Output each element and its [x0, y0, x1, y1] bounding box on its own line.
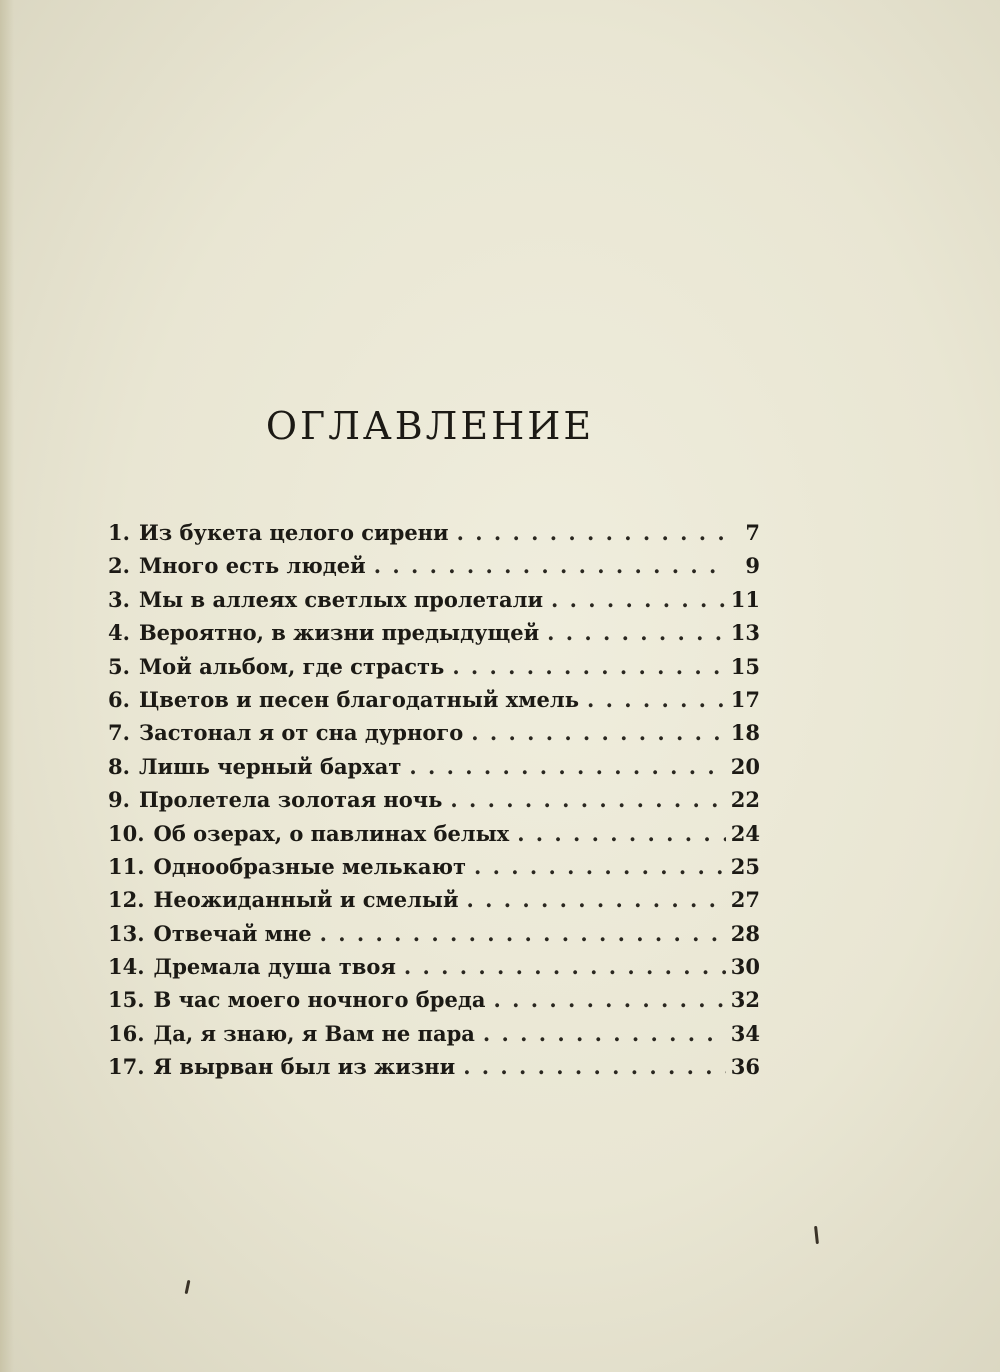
table-of-contents — [108, 520, 760, 1088]
toc-entry — [108, 520, 760, 553]
toc-entry — [108, 921, 760, 954]
dot-leader — [463, 1054, 726, 1079]
toc-entry-number: 12. — [108, 887, 145, 913]
toc-entry-page: 7 — [745, 520, 760, 545]
toc-entry-number: 16. — [108, 1020, 145, 1046]
dot-leader — [551, 587, 726, 612]
dot-leader — [547, 620, 726, 645]
toc-entry-number: 3. — [108, 586, 130, 612]
dot-leader — [452, 654, 726, 679]
dot-leader — [457, 520, 726, 545]
toc-entry — [108, 987, 760, 1020]
ink-speck — [814, 1226, 819, 1244]
toc-entry-title: Много есть людей — [138, 553, 366, 579]
toc-entry-title: Неожиданный и смелый — [153, 887, 459, 913]
toc-entry-number: 11. — [108, 853, 145, 879]
toc-entry — [108, 1021, 760, 1054]
toc-entry-title: Пролетела золотая ночь — [138, 787, 443, 813]
toc-entry-title: Мы в аллеях светлых пролетали — [138, 586, 544, 612]
toc-entry — [108, 754, 760, 787]
toc-entry-number: 8. — [108, 753, 130, 779]
dot-leader — [404, 954, 726, 979]
toc-entry-title: Застонал я от сна дурного — [138, 720, 464, 746]
dot-leader — [587, 687, 726, 712]
dot-leader — [517, 821, 726, 846]
toc-entry-number: 15. — [108, 987, 145, 1013]
toc-entry-page: 24 — [730, 820, 760, 846]
toc-entry-number: 9. — [108, 787, 130, 813]
toc-entry — [108, 587, 760, 620]
dot-leader — [409, 754, 726, 779]
toc-entry-page: 30 — [730, 954, 760, 980]
toc-entry-page: 34 — [730, 1020, 760, 1046]
dot-leader — [493, 987, 726, 1012]
toc-entry-number: 13. — [108, 920, 145, 946]
toc-entry-page: 18 — [730, 720, 760, 746]
dot-leader — [471, 720, 726, 745]
toc-entry — [108, 821, 760, 854]
toc-entry-title: Я вырван был из жизни — [153, 1054, 456, 1080]
toc-entry-title: Дремала душа твоя — [153, 954, 396, 980]
toc-entry-page: 11 — [730, 586, 760, 612]
toc-entry-number: 1. — [108, 520, 130, 545]
toc-entry-page: 22 — [730, 787, 760, 813]
toc-entry-page: 13 — [730, 620, 760, 646]
toc-entry — [108, 854, 760, 887]
toc-entry — [108, 620, 760, 653]
toc-entry — [108, 654, 760, 687]
toc-entry — [108, 553, 760, 586]
toc-entry-number: 5. — [108, 653, 130, 679]
toc-entry — [108, 787, 760, 820]
toc-entry-title: Мой альбом, где страсть — [138, 653, 445, 679]
toc-entry-title: Отвечай мне — [153, 920, 312, 946]
toc-entry-number: 2. — [108, 553, 130, 579]
toc-entry-title: Цветов и песен благодатный хмель — [138, 686, 579, 712]
toc-entry-page: 17 — [730, 686, 760, 712]
toc-entry-page: 9 — [745, 553, 760, 579]
toc-entry-page: 20 — [730, 753, 760, 779]
toc-entry-number: 17. — [108, 1054, 145, 1080]
toc-entry-title: Из букета целого сирени — [138, 520, 449, 545]
toc-entry-number: 10. — [108, 820, 145, 846]
toc-entry — [108, 687, 760, 720]
toc-entry — [108, 1054, 760, 1087]
toc-entry-title: Да, я знаю, я Вам не пара — [153, 1020, 475, 1046]
toc-entry-page: 36 — [730, 1054, 760, 1080]
page-title: ОГЛАВЛЕНИЕ — [265, 404, 595, 448]
toc-entry-page: 25 — [730, 853, 760, 879]
toc-entry-title: Об озерах, о павлинах белых — [153, 820, 510, 846]
toc-entry-page: 28 — [730, 920, 760, 946]
toc-entry-page: 27 — [730, 887, 760, 913]
dot-leader — [320, 921, 726, 946]
dot-leader — [450, 787, 726, 812]
dot-leader — [483, 1021, 726, 1046]
toc-entry — [108, 954, 760, 987]
dot-leader — [474, 854, 726, 879]
page-edge-shadow — [0, 0, 14, 1372]
toc-entry-title: Лишь черный бархат — [138, 753, 402, 779]
dot-leader — [374, 553, 726, 578]
toc-entry-page: 15 — [730, 653, 760, 679]
toc-entry-page: 32 — [730, 987, 760, 1013]
dot-leader — [467, 887, 726, 912]
ink-speck — [185, 1280, 191, 1294]
toc-entry-number: 7. — [108, 720, 130, 746]
toc-entry — [108, 720, 760, 753]
toc-entry-title: Вероятно, в жизни предыдущей — [138, 620, 540, 646]
toc-entry — [108, 887, 760, 920]
toc-entry-number: 14. — [108, 954, 145, 980]
toc-entry-number: 6. — [108, 686, 130, 712]
toc-entry-title: Однообразные мелькают — [153, 853, 466, 879]
toc-entry-number: 4. — [108, 620, 130, 646]
toc-entry-title: В час моего ночного бреда — [153, 987, 486, 1013]
